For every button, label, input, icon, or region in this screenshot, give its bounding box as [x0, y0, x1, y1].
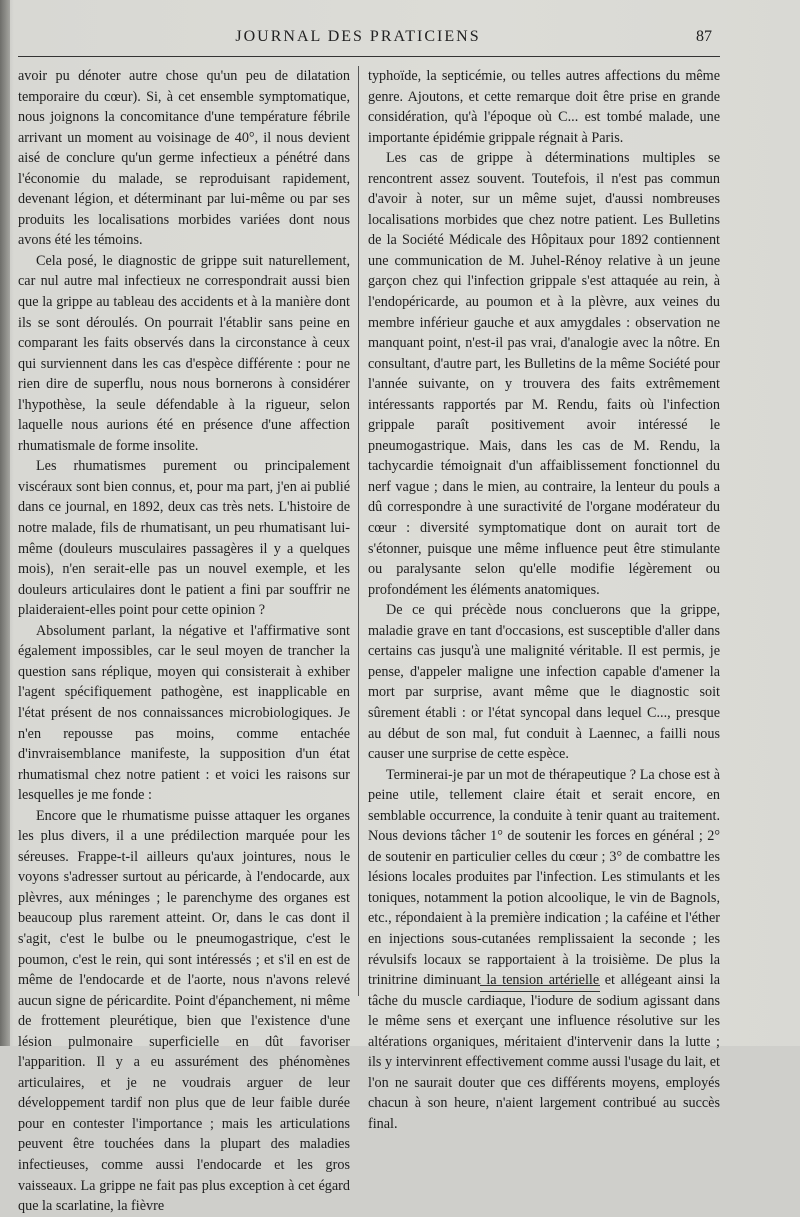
- paragraph: Encore que le rhumatisme puisse attaquer les organes les plus divers, il a une prédilection marquée pour les séreuses. Frappe-t-il ailleurs qu'aux jointures, nous le voyons s'adresser surtout au péricarde, à l'endocarde, aux plèvres, aux méninges ; le parenchyme des organes est beaucoup plus rarement atteint. Or, dans le cas dont il s'agit, c'est le bulbe ou le pneumogastrique, c'est le poumon, c'est le rein, qui sont intéressés ; et s'il en est de même de l'endocarde et de l'aorte, nous n'avons relevé aucun signe de péricardite. Point d'épanchement, ni même de frottement pleurétique, bien que l'existence d'une lésion pulmonaire superficielle en dût favoriser l'apparition. Il y a eu assurément des phénomènes articulaires, et je ne voudrais arguer de leur développement tardif non plus que de leur faible durée pour en contester l'importance ; mais les articulations peuvent être touchées dans la plupart des maladies infectieuses, comme aussi l'endocarde et les gros vaisseaux. La grippe ne fait pas plus exception à cet égard que la scarlatine, la fièvre: [18, 807, 350, 1215]
- running-header: [0, 26, 800, 50]
- paragraph: Les cas de grippe à déterminations multiples se rencontrent assez souvent. Toutefois, il n'est pas commun d'avoir à noter, sur un même sujet, d'aussi nombreuses localisations morbides que chez notre patient. Les Bulletins de la Société Médicale des Hôpitaux pour 1892 contiennent une communication de M. Juhel-Rénoy relative à un jeune garçon chez qui l'infection grippale s'est attaquée au rein, à l'endopéricarde, au poumon et à la plèvre, aux veines du membre inférieur gauche et aux amygdales : observation ne manquant point, n'est-il pas vrai, d'analogie avec la nôtre. En consultant, d'autre part, les Bulletins de la même Société pour l'année suivante, on y trouvera des faits extrêmement intéressants rapportés par M. Rendu, faits où l'infection grippale paraît positivement avoir intéressé le pneumogastrique. Mais, dans les cas de M. Rendu, la tachycardie témoignait d'un affaiblissement fonctionnel du nerf vague ; dans le mien, au contraire, la lenteur du pouls a dû correspondre à une suractivité de l'organe modérateur du cœur : diversité symptomatique dont on aurait tort de s'étonner, puisque une même influence peut être stimulante ou paralysante selon qu'elle modifie légèrement ou profondément les éléments anatomiques.: [368, 150, 720, 598]
- page-number: 87: [696, 28, 712, 45]
- article-end-rule: [480, 985, 600, 992]
- column-divider: [358, 66, 359, 996]
- paragraph: De ce qui précède nous concluerons que la grippe, maladie grave en tant d'occasions, est susceptible d'aller dans certains cas jusqu'à une malignité véritable. Il est permis, je pense, d'appeler maligne une infection capable d'amener la mort par surprise, avant même que le diagnostic soit sûrement établi : or l'état syncopal dans lequel C..., presque au début de son mal, fut conduit à Laennec, a failli nous causer une surprise de cette espèce.: [368, 602, 720, 763]
- header-rule: [18, 56, 720, 57]
- paragraph: Cela posé, le diagnostic de grippe suit naturellement, car nul autre mal infectieux ne correspondrait aussi bien que la grippe au tableau des accidents et à la manière dont ils se sont déroulés. On pourrait l'établir sans peine en comparant les faits observés dans la circonstance à ceux qui surviennent dans les cas d'espèce différente : pour ne rien dire de superflu, nous nous bornerons à considérer l'hypothèse, la seule défendable à la rigueur, selon laquelle nous aurions été en présence d'une affection rhumatismale de forme insolite.: [18, 252, 350, 454]
- right-column: [368, 66, 720, 1134]
- paragraph: Les rhumatismes purement ou principalement viscéraux sont bien connus, et, pour ma part, j'en ai publié dans ce journal, en 1892, deux cas très nets. L'histoire de notre malade, fils de rhumatisant, un peu rhumatisant lui-même (douleurs musculaires passagères il y a quelques mois), n'en serait-elle pas un nouvel exemple, et les douleurs articulaires dont le patient a fini par souffrir ne plaideraient-elles point pour cette opinion ?: [18, 458, 350, 619]
- book-spine-shadow: [0, 0, 10, 1046]
- journal-title: JOURNAL DES PRATICIENS: [235, 28, 481, 45]
- left-column: [18, 66, 350, 1217]
- paragraph: typhoïde, la septicémie, ou telles autres affections du même genre. Ajoutons, et cette remarque doit être prise en grande considération, qu'à l'époque où C... est tombé malade, une importante épidémie grippale régnait à Paris.: [368, 68, 720, 146]
- paragraph: Absolument parlant, la négative et l'affirmative sont également impossibles, car le seul moyen de trancher la question sans réplique, moyen qui consisterait à exhiber l'agent spécifiquement pathogène, est inapplicable en l'état présent de nos connaissances microbiologiques. Je n'en repousse pas moins, comme entachée d'invraisemblance manifeste, la supposition d'un état rhumatismal chez notre patient : et voici les raisons sur lesquelles je me fonde :: [18, 622, 350, 804]
- paragraph: avoir pu dénoter autre chose qu'un peu de dilatation temporaire du cœur). Si, à cet ensemble symptomatique, nous joignons la concomitance d'une température fébrile arrivant un moment au voisinage de 40°, il nous devient aisé de conclure qu'un germe infectieux a pénétré dans l'économie du malade, se reproduisant rapidement, devenant légion, et déterminant par lui-même ou par ses produits les localisations morbides variées dont nous avons été les témoins.: [18, 68, 350, 249]
- paragraph: Terminerai-je par un mot de thérapeutique ? La chose est à peine utile, tellement claire était et serait encore, en semblable occurrence, la conduite à tenir quant au traitement. Nous devions tâcher 1° de soutenir les forces en général ; 2° de soutenir en particulier celles du cœur ; 3° de combattre les lésions locales produites par l'infection. Les stimulants et les toniques, notamment la potion alcoolique, le vin de Bagnols, etc., répondaient à la première indication ; la caféine et l'éther en injections sous-cutanées remplissaient la seconde ; les révulsifs locaux se rapportaient à la troisième. De plus la trinitrine diminuant la tension artérielle et allégeant ainsi la tâche du muscle cardiaque, l'iodure de sodium agissant dans le même sens et exerçant une influence résolutive sur les altérations organiques, méritaient d'intervenir dans la lutte ; ils y intervinrent effectivement comme aussi l'usage du lait, et l'on ne saurait douter que ces différents moyens, employés chacun à son heure, n'aient largement contribué au succès final.: [368, 766, 720, 1132]
